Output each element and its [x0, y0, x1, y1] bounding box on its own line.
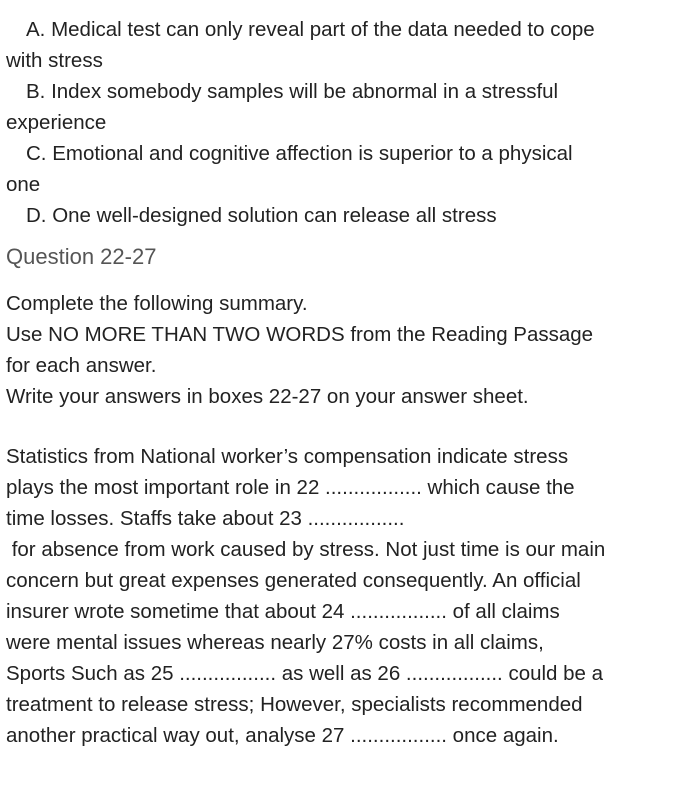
- summary-line: treatment to release stress; However, specialists recommended: [6, 693, 583, 716]
- option-b: [6, 76, 690, 138]
- instruction-line: for each answer.: [6, 354, 157, 377]
- summary-line: Sports Such as 25 ................. as well as 26 ................. could be a: [6, 662, 604, 685]
- option-b-continuation: experience: [6, 111, 107, 134]
- instruction-line: Complete the following summary.: [6, 292, 308, 315]
- instructions: [6, 288, 690, 412]
- summary-line: another practical way out, analyse 27 ................. once again.: [6, 724, 559, 747]
- instruction-line: Write your answers in boxes 22-27 on your answer sheet.: [6, 385, 529, 408]
- summary-line: insurer wrote sometime that about 24 ................. of all claims: [6, 600, 560, 623]
- summary-paragraph: [6, 441, 690, 751]
- summary-line: were mental issues whereas nearly 27% costs in all claims,: [6, 631, 544, 654]
- option-b-text: B. Index somebody samples will be abnormal in a stressful: [26, 80, 559, 103]
- answer-options: [6, 0, 690, 231]
- option-c-text: C. Emotional and cognitive affection is superior to a physical: [26, 142, 573, 165]
- option-d: [6, 200, 690, 231]
- option-a-text: A. Medical test can only reveal part of the data needed to cope: [26, 18, 595, 41]
- option-c: [6, 138, 690, 200]
- option-a: [6, 14, 690, 76]
- summary-line: Statistics from National worker’s compensation indicate stress: [6, 445, 569, 468]
- question-heading: Question 22-27: [6, 244, 157, 269]
- summary-line: plays the most important role in 22 ................. which cause the: [6, 476, 575, 499]
- instruction-line: Use NO MORE THAN TWO WORDS from the Reading Passage: [6, 323, 594, 346]
- summary-line: time losses. Staffs take about 23 .................: [6, 507, 405, 530]
- summary-line: concern but great expenses generated consequently. An official: [6, 569, 581, 592]
- summary-line: for absence from work caused by stress. Not just time is our main: [6, 538, 606, 561]
- option-a-continuation: with stress: [6, 49, 103, 72]
- option-d-text: D. One well-designed solution can release all stress: [26, 204, 497, 227]
- option-c-continuation: one: [6, 173, 41, 196]
